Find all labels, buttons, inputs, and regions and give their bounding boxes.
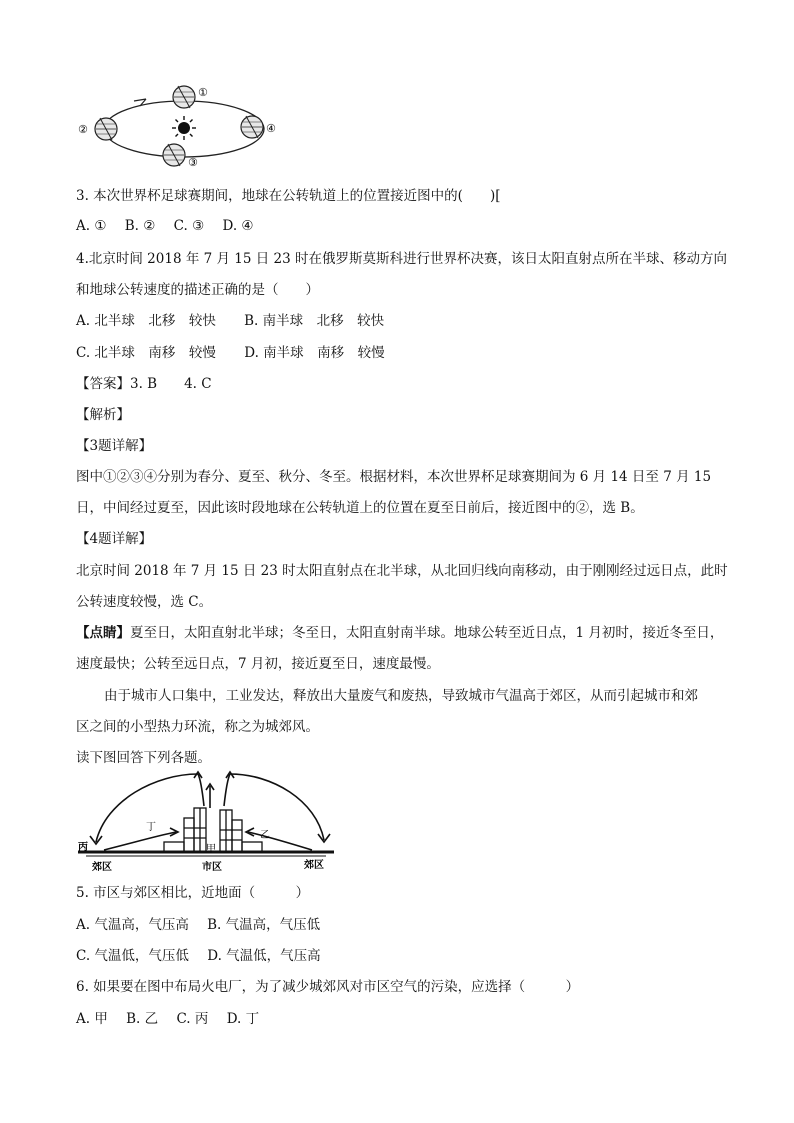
label-suburb-left: 郊区 — [92, 862, 112, 873]
q4-detail-line1: 北京时间 2018 年 7 月 15 日 23 时太阳直射点在北半球，从北回归线向南移动，由于刚刚经过远日点，此时 — [76, 563, 728, 579]
passage-line2: 区之间的小型热力环流，称之为城郊风。 — [76, 719, 319, 735]
q6-option-d[interactable]: D. 丁 — [226, 1011, 260, 1027]
q5-option-b[interactable]: B. 气温高，气压低 — [207, 917, 321, 933]
q4-detail-label: 【4题详解】 — [76, 531, 153, 547]
q6-stem: 6. 如果要在图中布局火电厂，为了减少城郊风对市区空气的污染，应选择（ ） — [76, 979, 580, 995]
q6-option-b[interactable]: B. 乙 — [126, 1011, 159, 1027]
q5-options-row1 — [76, 915, 334, 935]
q4-stem-line1: 4.北京时间 2018 年 7 月 15 日 23 时在俄罗斯莫斯科进行世界杯决赛，该日太阳直射点所在半球、移动方向 — [76, 251, 728, 267]
circulation-arrows — [90, 772, 330, 850]
q3-detail-line1: 图中①②③④分别为春分、夏至、秋分、冬至。根据材料，本次世界杯足球赛期间为 6 月 14 日至 7 月 15 — [76, 469, 712, 485]
urban-circulation-diagram — [76, 770, 338, 876]
q4-option-b[interactable]: B. 南半球 北移 较快 — [244, 313, 385, 329]
q6-option-c[interactable]: C. 丙 — [176, 1011, 209, 1027]
q4-option-c[interactable]: C. 北半球 南移 较慢 — [76, 345, 216, 361]
analysis-label: 【解析】 — [76, 407, 130, 423]
q5-option-a[interactable]: A. 气温高，气压高 — [76, 917, 189, 933]
tip-label: 【点睛】 — [76, 625, 130, 641]
label-bing: 丙 — [78, 842, 88, 853]
q3-detail-line2: 日，中间经过夏至，因此该时段地球在公转轨道上的位置在夏至日前后，接近图中的②，选 B。 — [76, 500, 644, 516]
q4-detail-line2: 公转速度较慢，选 C。 — [76, 594, 213, 610]
tip-line2: 速度最快；公转至远日点，7 月初，接近夏至日，速度最慢。 — [76, 656, 440, 672]
orbit-diagram — [74, 82, 294, 172]
q6-options — [76, 1009, 273, 1029]
sun-icon — [172, 116, 196, 140]
q3-options — [76, 216, 268, 236]
answer: 【答案】3. B 4. C — [76, 376, 212, 392]
q5-option-c[interactable]: C. 气温低，气压低 — [76, 948, 189, 964]
tip-text: 夏至日，太阳直射北半球；冬至日，太阳直射南半球。地球公转至近日点，1 月初时，接近冬至日， — [130, 625, 724, 641]
q4-option-d[interactable]: D. 南半球 南移 较慢 — [244, 345, 385, 361]
q5-option-d[interactable]: D. 气温低，气压高 — [207, 948, 321, 964]
buildings-left — [164, 808, 206, 852]
earth-position-2 — [95, 118, 117, 140]
q3-stem: 3. 本次世界杯足球赛期间，地球在公转轨道上的位置接近图中的( )[ — [76, 188, 501, 204]
tip-line1 — [76, 623, 723, 643]
passage-line1: 由于城市人口集中，工业发达，释放出大量废气和废热，导致城市气温高于郊区，从而引起城市和郊 — [104, 688, 698, 704]
label-yi: 乙 — [260, 830, 270, 841]
q3-option-d[interactable]: D. ④ — [222, 218, 254, 234]
q3-option-b[interactable]: B. ② — [124, 218, 156, 234]
q3-detail-label: 【3题详解】 — [76, 438, 153, 454]
label-suburb-right: 郊区 — [304, 860, 324, 871]
label-ding: 丁 — [146, 822, 156, 833]
label-4: ④ — [266, 122, 276, 135]
label-2: ② — [78, 123, 88, 136]
label-city: 市区 — [202, 862, 222, 873]
label-1: ① — [198, 86, 208, 99]
q6-option-a[interactable]: A. 甲 — [76, 1011, 108, 1027]
earth-position-1 — [173, 86, 195, 108]
q3-option-c[interactable]: C. ③ — [173, 218, 205, 234]
q4-options-row1 — [76, 311, 398, 331]
q5-stem: 5. 市区与郊区相比，近地面（ ） — [76, 885, 310, 901]
q3-option-a[interactable]: A. ① — [76, 218, 107, 234]
q4-options-row2 — [76, 343, 399, 363]
label-jia: 甲 — [206, 844, 216, 855]
q5-options-row2 — [76, 946, 335, 966]
earth-position-4 — [241, 116, 263, 138]
buildings-right — [220, 810, 262, 852]
earth-position-3 — [163, 144, 185, 166]
read-prompt: 读下图回答下列各题。 — [76, 750, 211, 766]
q4-option-a[interactable]: A. 北半球 北移 较快 — [76, 313, 216, 329]
label-3: ③ — [188, 156, 198, 169]
q4-stem-line2: 和地球公转速度的描述正确的是（ ） — [76, 282, 319, 298]
